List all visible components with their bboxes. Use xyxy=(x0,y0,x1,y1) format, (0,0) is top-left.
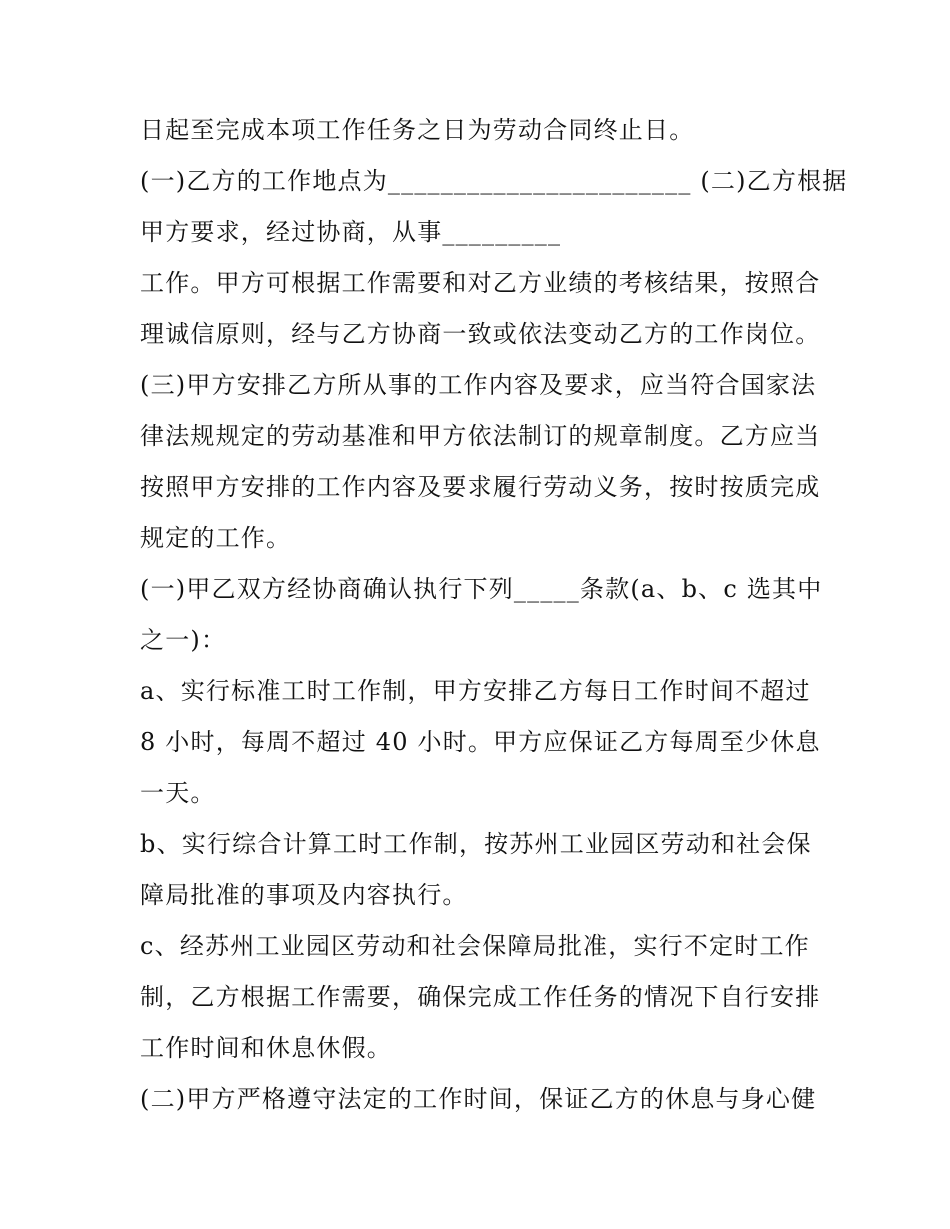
paragraph-line: 甲方要求，经过协商，从事_________ xyxy=(140,218,562,246)
paragraph-line: (三)甲方安排乙方所从事的工作内容及要求，应当符合国家法 xyxy=(140,371,817,399)
paragraph-line: 工作时间和休息休假。 xyxy=(140,1034,392,1062)
paragraph-line: 一天。 xyxy=(140,779,216,807)
paragraph-line: c、经苏州工业园区劳动和社会保障局批准，实行不定时工作 xyxy=(140,932,810,960)
paragraph-line: b、实行综合计算工时工作制，按苏州工业园区劳动和社会保 xyxy=(140,830,812,858)
paragraph-line: 工作。甲方可根据工作需要和对乙方业绩的考核结果，按照合 xyxy=(140,269,821,297)
paragraph-line: 律法规规定的劳动基准和甲方依法制订的规章制度。乙方应当 xyxy=(140,422,821,450)
paragraph-line: 8 小时，每周不超过 40 小时。甲方应保证乙方每周至少休息 xyxy=(140,728,821,756)
paragraph-line: a、实行标准工时工作制，甲方安排乙方每日工作时间不超过 xyxy=(140,677,811,705)
paragraph-line: 规定的工作。 xyxy=(140,524,292,552)
paragraph-line: 按照甲方安排的工作内容及要求履行劳动义务，按时按质完成 xyxy=(140,473,821,501)
paragraph-line: 制，乙方根据工作需要，确保完成工作任务的情况下自行安排 xyxy=(140,983,821,1011)
paragraph-line: 之一)： xyxy=(140,626,227,654)
paragraph-line: 障局批准的事项及内容执行。 xyxy=(140,881,468,909)
paragraph-line: 理诚信原则，经与乙方协商一致或依法变动乙方的工作岗位。 xyxy=(140,320,821,348)
paragraph-line: 日起至完成本项工作任务之日为劳动合同终止日。 xyxy=(140,116,695,144)
paragraph-line: (一)乙方的工作地点为_______________________ (二)乙方根据 xyxy=(140,167,848,195)
paragraph-line: (二)甲方严格遵守法定的工作时间，保证乙方的休息与身心健 xyxy=(140,1085,817,1113)
paragraph-line: (一)甲乙双方经协商确认执行下列_____条款(a、b、c 选其中 xyxy=(140,575,823,603)
